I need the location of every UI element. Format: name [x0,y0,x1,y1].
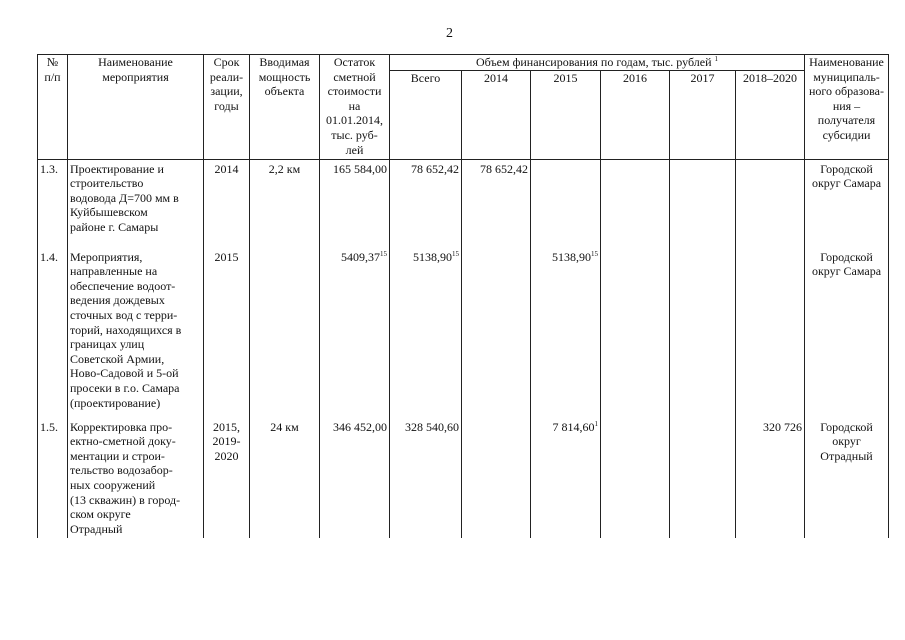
text-line: 01.01.2014, [326,113,383,128]
y2015-footnote: 1 [594,419,598,428]
text-line: 2019- [212,434,241,449]
cell-term [204,248,250,418]
cell-remainder [320,159,390,248]
text-line: округ Самара [811,176,882,191]
page-number: 2 [446,26,453,41]
text-line: Ново-Садовой и 5-ой [70,366,179,381]
cell-2018-2020 [736,418,805,538]
cell-num [38,159,68,248]
num-value: 1.4. [40,249,58,264]
text-line: Городской [820,249,873,264]
cell-total [390,159,462,248]
header-year-2018-2020: 2018–2020 [736,70,805,159]
financing-table [37,54,889,538]
text-line: получателя [817,113,876,128]
text-line: реали- [209,69,244,84]
text-line: границах улиц [70,337,145,352]
cell-total [390,248,462,418]
text-line: 2020 [214,448,239,463]
text-line: округ Самара [811,264,882,279]
header-year-2015: 2015 [531,70,601,159]
text-line: районе г. Самары [70,219,159,234]
cell-2014 [462,418,531,538]
text-line: (13 скважин) в город- [70,492,181,507]
text-line: округ [832,434,861,449]
cell-name [68,248,204,418]
cell-capacity [250,418,320,538]
text-line: ментации и строи- [70,448,165,463]
total-value: 328 540,60 [405,419,459,434]
header-num [38,55,68,160]
cell-municipality [805,248,889,418]
text-line: муниципаль- [813,69,880,84]
text-line: мероприятия [102,69,169,84]
text-line: тельство водозабор- [70,463,173,478]
text-line: лей [345,142,364,157]
cell-2016 [601,418,670,538]
text-line: Корректировка про- [70,419,173,434]
total-footnote: 15 [452,249,459,258]
cell-num [38,248,68,418]
header-year-2014: 2014 [462,70,531,159]
remainder-footnote: 15 [380,249,387,258]
cell-2015 [531,418,601,538]
text-line: годы [214,98,239,113]
text-line: ведения дождевых [70,293,165,308]
cell-2016 [601,248,670,418]
header-financing [390,55,805,71]
text-line: на [348,98,361,113]
cell-remainder [320,418,390,538]
text-line: просеки в г.о. Самара [70,380,180,395]
text-line: тыс. руб- [331,127,378,142]
remainder-value: 165 584,00 [333,161,387,176]
text-line: 2015, [213,419,240,434]
table-header-row [38,55,889,71]
header-financing-title: Объем финансирования по годам, тыс. рублей [476,55,712,69]
header-remainder [320,55,390,160]
text-line: Вводимая [259,55,310,69]
num-value: 1.5. [40,419,58,434]
text-line: стоимости [327,84,382,99]
cell-2014 [462,248,531,418]
text-line: ском округе [70,507,131,522]
table-row [38,159,889,248]
cell-name [68,418,204,538]
header-term [204,55,250,160]
text-line: направленные на [70,264,158,279]
text-line: субсидии [822,127,871,142]
cell-2014 [462,159,531,248]
text-line: Городской [820,419,873,434]
y2015-footnote: 15 [591,249,598,258]
text-line: торий, находящихся в [70,322,182,337]
text-line: Отрадный [820,448,873,463]
cell-municipality [805,159,889,248]
cell-2017 [670,248,736,418]
remainder-value: 346 452,00 [333,419,387,434]
text-line: Куйбышевском [70,205,148,220]
cell-capacity [250,159,320,248]
table-row [38,248,889,418]
cell-2017 [670,418,736,538]
cell-2016 [601,159,670,248]
text-line: п/п [44,69,61,84]
text-line: ектно-сметной доку- [70,434,176,449]
cell-term [204,418,250,538]
text-line: 2015 [214,249,239,264]
text-line: (проектирование) [70,395,161,410]
total-value: 5138,90 [413,249,452,264]
text-line: ния – [832,98,861,113]
text-line: сточных вод с терри- [70,307,178,322]
cell-2015 [531,159,601,248]
cell-2015 [531,248,601,418]
table-body [38,159,889,538]
cell-capacity [250,248,320,418]
text-line: обеспечение водоот- [70,278,176,293]
text-line: Проектирование и [70,161,164,176]
text-line: Остаток [333,55,376,69]
cell-remainder [320,248,390,418]
y2018-2020-value: 320 726 [763,419,802,434]
text-line: 2014 [214,161,239,176]
remainder-value: 5409,37 [341,249,380,264]
text-line: ных сооружений [70,477,156,492]
text-line: строительство [70,176,144,191]
text-line: № [46,55,59,69]
text-line: Срок [213,55,240,69]
text-line: ного образова- [809,84,884,99]
text-line: мощность [258,69,311,84]
num-value: 1.3. [40,161,58,176]
text-line: зации, [210,84,243,99]
capacity-value: 24 км [270,419,299,434]
header-financing-note: 1 [714,55,718,63]
cell-2017 [670,159,736,248]
cell-name [68,159,204,248]
text-line: Наименование [809,55,884,69]
text-line: Отрадный [70,521,123,536]
header-year-total: Всего [390,70,462,159]
cell-total [390,418,462,538]
text-line: Городской [820,161,873,176]
header-year-2017: 2017 [670,70,736,159]
header-capacity [250,55,320,160]
text-line: водовода Д=700 мм в [70,190,179,205]
cell-2018-2020 [736,159,805,248]
cell-municipality [805,418,889,538]
table-row [38,418,889,538]
cell-num [38,418,68,538]
cell-term [204,159,250,248]
text-line: Наименование [98,55,173,69]
cell-2018-2020 [736,248,805,418]
header-municipality [805,55,889,160]
text-line: Советской Армии, [70,351,165,366]
y2015-value: 7 814,60 [552,419,595,434]
y2015-value: 5138,90 [552,249,591,264]
capacity-value: 2,2 км [268,161,301,176]
y2014-value: 78 652,42 [480,161,528,176]
text-line: Мероприятия, [70,249,143,264]
header-year-2016: 2016 [601,70,670,159]
text-line: объекта [264,84,305,99]
total-value: 78 652,42 [411,161,459,176]
header-name [68,55,204,160]
text-line: сметной [333,69,376,84]
